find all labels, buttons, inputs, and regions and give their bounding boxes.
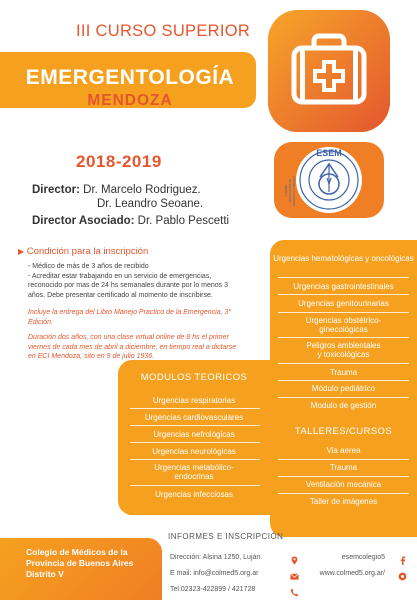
module-item: Peligros ambientales y toxicológicas (306, 341, 381, 359)
module-item: Trauma (329, 368, 358, 377)
page-subtitle: MENDOZA (87, 92, 173, 109)
condition-line: - Médico de más de 3 años de recibido (28, 263, 149, 270)
associate-director-line (32, 215, 229, 227)
conditions-title (18, 246, 148, 257)
email-link[interactable]: E mail: info@colmed5.org.ar (170, 570, 259, 577)
module-item: Urgencias infecciosas (155, 490, 233, 499)
divider (278, 363, 409, 364)
divider (278, 493, 409, 494)
module-item: Urgencias neurológicas (152, 447, 236, 456)
module-item: Módulo pediátrico (311, 384, 376, 393)
org-name (26, 547, 133, 580)
org-name-line: Colegio de Médicos de la (26, 547, 128, 557)
logo-acronym: ESEM (316, 148, 342, 158)
workshop-item: Via aerea (326, 446, 361, 455)
divider (130, 425, 260, 426)
module-item: Urgencias nefrológicas (153, 430, 235, 439)
facebook-link[interactable]: esemcolegio5 (341, 554, 385, 561)
associate-director-name: Dr. Pablo Pescetti (137, 215, 230, 227)
divider (278, 277, 409, 278)
divider (130, 442, 260, 443)
divider (130, 459, 260, 460)
divider (278, 459, 409, 460)
module-item: Urgencias cardiovasculares (144, 413, 244, 422)
workshop-item: Ventilación mecánica (305, 480, 382, 489)
phone-icon (290, 584, 299, 600)
course-years: 2018-2019 (76, 152, 162, 171)
condition-line: reconocido por mas de 24 hs semanales durante por lo menos 3 (28, 282, 229, 289)
org-name-line: Provincia de Buenos Aires (26, 558, 134, 568)
divider (130, 485, 260, 486)
web-icon[interactable] (398, 568, 407, 586)
module-item: Urgencias genitourinarias (298, 299, 389, 308)
divider (278, 312, 409, 313)
logo-letter: V (326, 177, 332, 186)
website-link[interactable]: www.colmed5.org.ar/ (319, 570, 385, 577)
divider (278, 397, 409, 398)
director-line (32, 184, 201, 196)
divider (278, 337, 409, 338)
logo-ring-text: ESCUELA SUPERIOR DE EDUCACIÓN MÉDICA (284, 175, 296, 207)
info-title: INFORMES E INSCRIPCIÓN (168, 532, 284, 541)
module-item: Urgencias respiratorias (152, 396, 236, 405)
module-item: Urgencias gastrointestinales (293, 282, 394, 291)
workshop-item: Trauma (329, 463, 358, 472)
module-item: Urgencias hematológicas y oncológicas (273, 254, 414, 263)
org-name-line: Distrito V (26, 569, 64, 579)
duration-note: Duración dos años, con una clase virtual online de 8 hs el primer viernes de cada mes de abril a diciembre, en tiempo real a dictarse en ECI Mendoza, sito en 9 de julio 1936. (28, 334, 237, 360)
conditions-title-text: Condición para la inscripción (26, 246, 149, 257)
conditions-list (28, 262, 268, 300)
divider (278, 476, 409, 477)
module-item: Urgencias metabólico-endocrinas (154, 463, 234, 481)
module-item: Urgencias obstétrico-ginecológicas (305, 316, 382, 334)
condition-line: años. Debe presentar certificado al momento de inscribirse. (28, 291, 213, 299)
divider (130, 408, 260, 409)
divider (278, 380, 409, 381)
workshops-title: TALLERES/CURSOS (294, 426, 393, 437)
course-edition: III CURSO SUPERIOR (76, 22, 251, 40)
page-title: EMERGENTOLOGÍA (25, 66, 235, 89)
book-note: Incluye la entrega del Libro Manejo Practico de la Emergencia, 3° Edición. (28, 309, 232, 326)
bullet-arrow-icon: ▶ (18, 247, 25, 256)
divider (278, 294, 409, 295)
theory-modules-title: MODULOS TEORICOS (140, 372, 248, 383)
workshop-item: Taller de imágenes (309, 497, 378, 506)
director-name-1: Dr. Marcelo Rodriguez. (83, 184, 201, 196)
associate-director-label: Director Asociado: (32, 215, 135, 227)
condition-line: - Acreditar estar trabajando en un servicio de emergencias, (28, 272, 212, 280)
phone-text: Tel.02323-422899 / 421728 (170, 586, 256, 593)
director-label: Director: (32, 184, 80, 196)
address-text: Dirección: Alsina 1250, Luján. (170, 554, 263, 561)
module-item: Modulo de gestión (310, 401, 377, 410)
director-name-2: Dr. Leandro Seoane. (97, 198, 204, 210)
first-aid-kit-icon (268, 10, 390, 132)
